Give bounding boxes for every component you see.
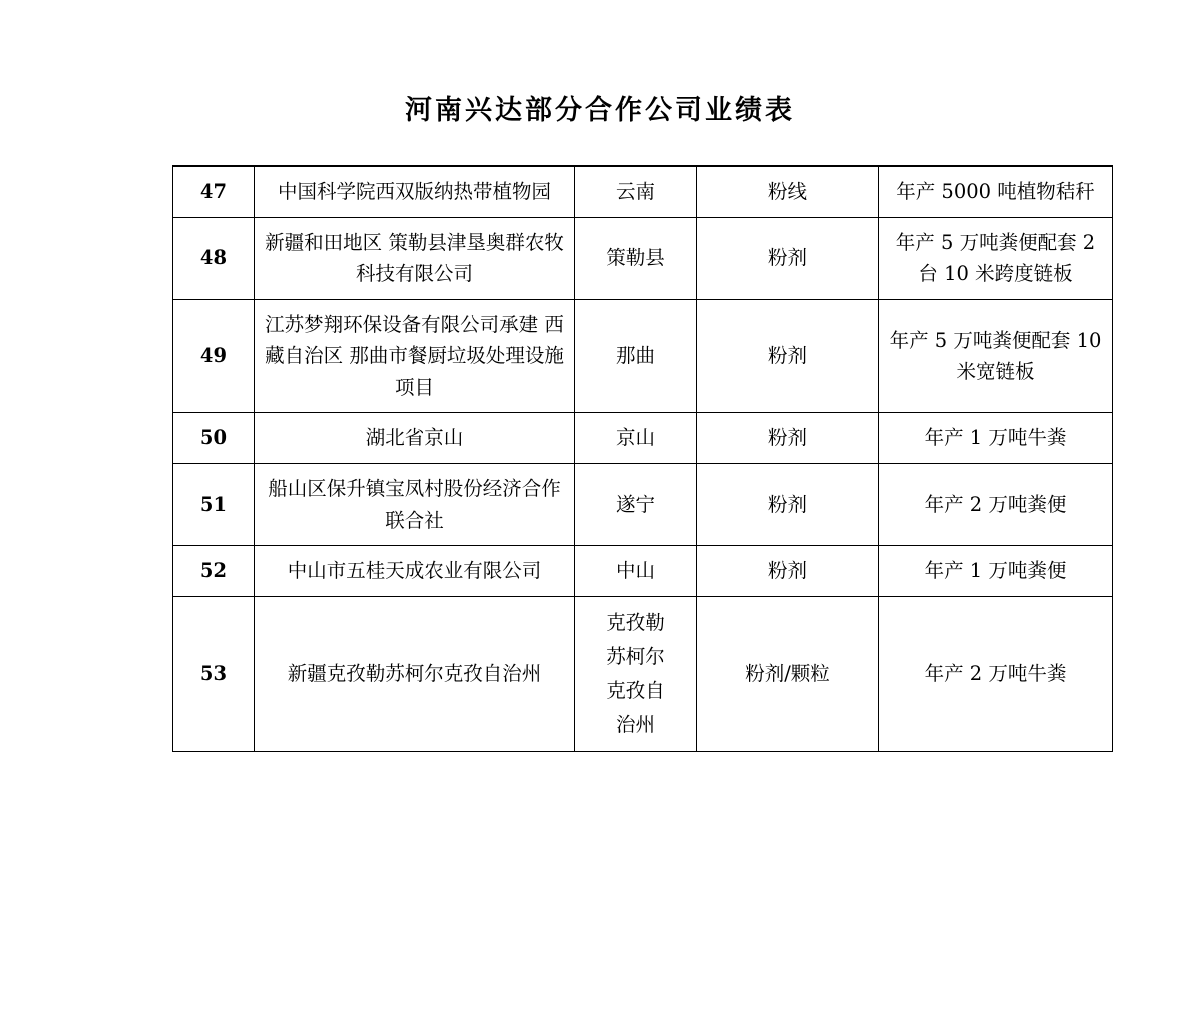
row-index: 51 <box>173 464 255 546</box>
row-product-type: 粉剂 <box>697 299 879 413</box>
row-product-type: 粉剂 <box>697 217 879 299</box>
row-spec: 年产 2 万吨牛粪 <box>879 596 1113 752</box>
row-index: 48 <box>173 217 255 299</box>
row-company-name: 江苏梦翔环保设备有限公司承建 西藏自治区 那曲市餐厨垃圾处理设施项目 <box>255 299 575 413</box>
row-spec: 年产 1 万吨粪便 <box>879 546 1113 597</box>
row-index: 47 <box>173 166 255 217</box>
table-row <box>173 464 1113 546</box>
row-index: 52 <box>173 546 255 597</box>
row-spec: 年产 1 万吨牛粪 <box>879 413 1113 464</box>
row-spec: 年产 5 万吨粪便配套 2 台 10 米跨度链板 <box>879 217 1113 299</box>
row-product-type: 粉线 <box>697 166 879 217</box>
table-row <box>173 596 1113 752</box>
row-product-type: 粉剂/颗粒 <box>697 596 879 752</box>
table-row <box>173 413 1113 464</box>
row-region: 中山 <box>575 546 697 597</box>
table-row <box>173 166 1113 217</box>
row-region: 遂宁 <box>575 464 697 546</box>
row-spec: 年产 2 万吨粪便 <box>879 464 1113 546</box>
row-product-type: 粉剂 <box>697 413 879 464</box>
row-index: 49 <box>173 299 255 413</box>
row-spec: 年产 5 万吨粪便配套 10 米宽链板 <box>879 299 1113 413</box>
row-company-name: 湖北省京山 <box>255 413 575 464</box>
row-company-name: 中山市五桂天成农业有限公司 <box>255 546 575 597</box>
row-region: 那曲 <box>575 299 697 413</box>
performance-table-container <box>0 165 1200 752</box>
row-company-name: 船山区保升镇宝凤村股份经济合作联合社 <box>255 464 575 546</box>
row-region: 京山 <box>575 413 697 464</box>
table-row <box>173 299 1113 413</box>
table-row <box>173 546 1113 597</box>
row-index: 50 <box>173 413 255 464</box>
table-row <box>173 217 1113 299</box>
performance-table <box>172 165 1113 752</box>
row-product-type: 粉剂 <box>697 464 879 546</box>
row-product-type: 粉剂 <box>697 546 879 597</box>
row-region: 克孜勒苏柯尔克孜自治州 <box>575 596 697 752</box>
row-region: 策勒县 <box>575 217 697 299</box>
row-region: 云南 <box>575 166 697 217</box>
row-spec: 年产 5000 吨植物秸秆 <box>879 166 1113 217</box>
row-company-name: 新疆和田地区 策勒县津垦奥群农牧科技有限公司 <box>255 217 575 299</box>
row-index: 53 <box>173 596 255 752</box>
row-company-name: 中国科学院西双版纳热带植物园 <box>255 166 575 217</box>
page-title: 河南兴达部分合作公司业绩表 <box>405 95 795 126</box>
row-company-name: 新疆克孜勒苏柯尔克孜自治州 <box>255 596 575 752</box>
